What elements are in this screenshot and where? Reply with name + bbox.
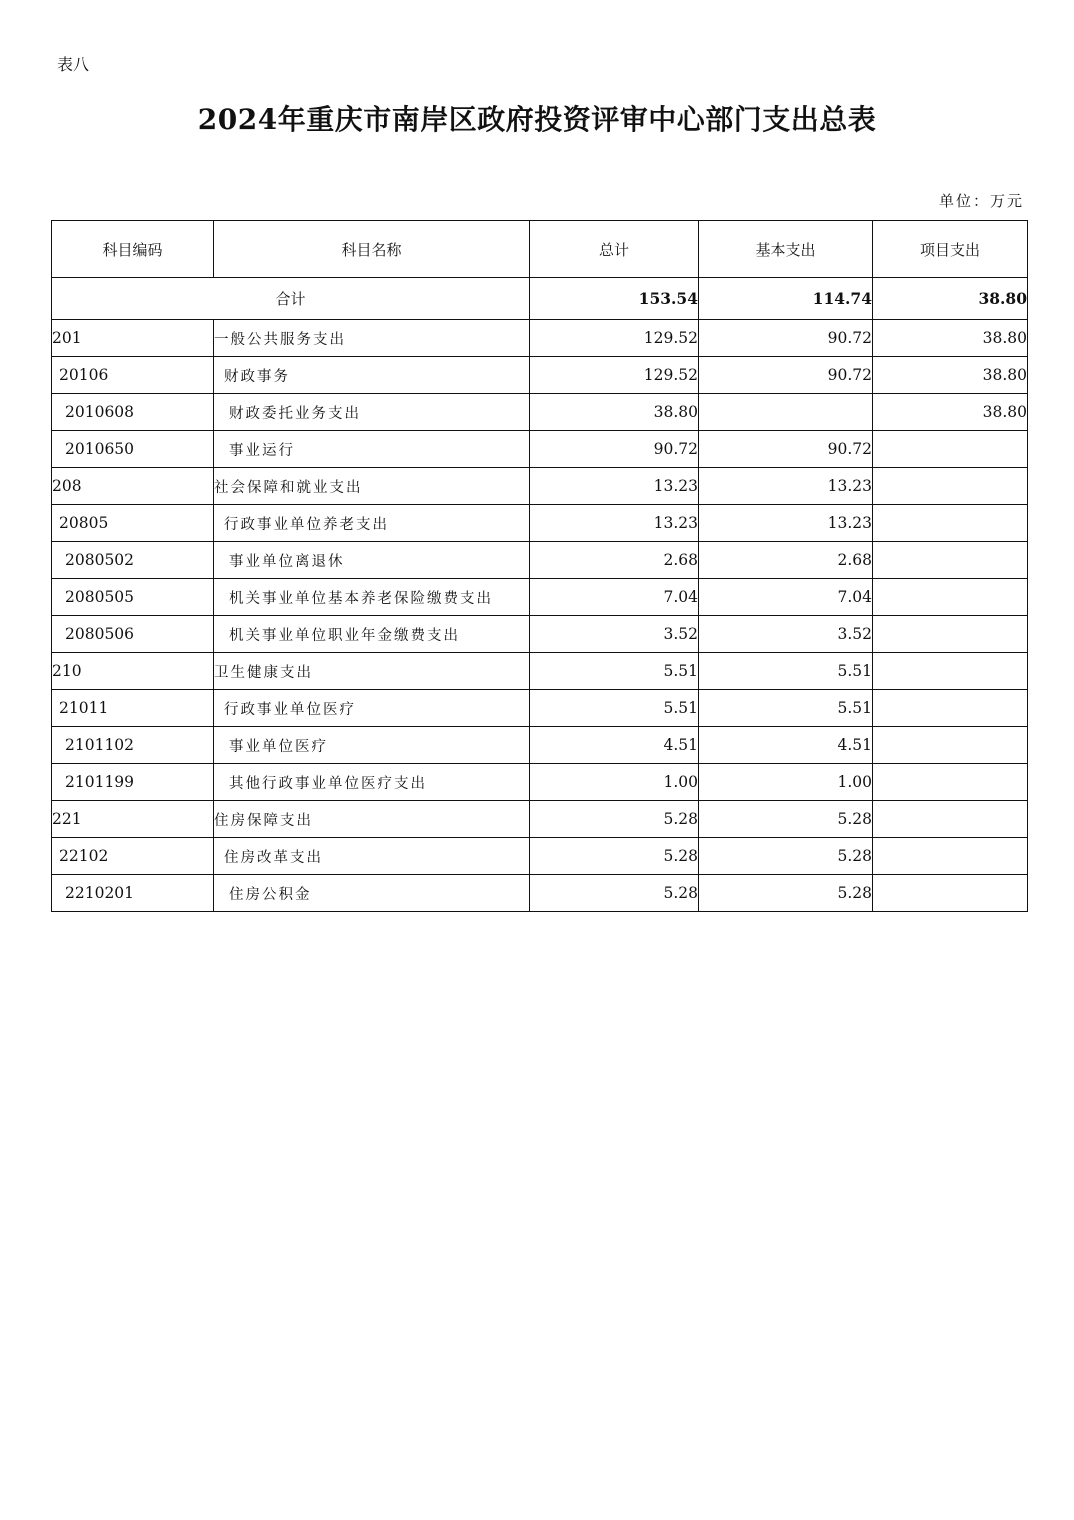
- row-total: 38.80: [530, 394, 699, 431]
- row-code: 210: [52, 653, 214, 690]
- row-name: 住房改革支出: [214, 838, 530, 875]
- row-total: 5.28: [530, 838, 699, 875]
- row-project: [873, 764, 1028, 801]
- header-name: 科目名称: [214, 221, 530, 278]
- table-row: [52, 357, 1028, 394]
- row-total: 5.28: [530, 875, 699, 912]
- row-code: 201: [52, 320, 214, 357]
- row-basic: 2.68: [699, 542, 873, 579]
- row-name: 一般公共服务支出: [214, 320, 530, 357]
- row-code: 221: [52, 801, 214, 838]
- row-code: 21011: [52, 690, 214, 727]
- row-basic: 4.51: [699, 727, 873, 764]
- header-code: 科目编码: [52, 221, 214, 278]
- page-title: 2024年重庆市南岸区政府投资评审中心部门支出总表: [197, 103, 877, 136]
- row-basic: 5.51: [699, 653, 873, 690]
- table-row: [52, 838, 1028, 875]
- table-row: [52, 764, 1028, 801]
- row-code: 2210201: [52, 875, 214, 912]
- row-code: 208: [52, 468, 214, 505]
- header-total: 总计: [530, 221, 699, 278]
- row-total: 5.51: [530, 690, 699, 727]
- row-project: [873, 653, 1028, 690]
- row-name: 事业运行: [214, 431, 530, 468]
- row-project: [873, 875, 1028, 912]
- row-project: [873, 505, 1028, 542]
- row-project: [873, 690, 1028, 727]
- row-code: 2080505: [52, 579, 214, 616]
- table-header-row: [52, 221, 1028, 278]
- table-row: [52, 616, 1028, 653]
- row-project: [873, 579, 1028, 616]
- row-total: 3.52: [530, 616, 699, 653]
- row-name: 财政委托业务支出: [214, 394, 530, 431]
- row-project: [873, 616, 1028, 653]
- table-row: [52, 394, 1028, 431]
- row-basic: 5.28: [699, 838, 873, 875]
- row-total: 13.23: [530, 468, 699, 505]
- table-row: [52, 579, 1028, 616]
- row-project: [873, 838, 1028, 875]
- row-basic: 90.72: [699, 320, 873, 357]
- row-name: 卫生健康支出: [214, 653, 530, 690]
- row-project: [873, 727, 1028, 764]
- row-code: 2101199: [52, 764, 214, 801]
- summary-total: 153.54: [530, 278, 699, 320]
- expenditure-table: [51, 220, 1028, 912]
- row-name: 事业单位离退休: [214, 542, 530, 579]
- table-row: [52, 690, 1028, 727]
- row-name: 其他行政事业单位医疗支出: [214, 764, 530, 801]
- row-basic: 90.72: [699, 357, 873, 394]
- row-name: 行政事业单位养老支出: [214, 505, 530, 542]
- table-row: [52, 505, 1028, 542]
- unit-label: 单位：万元: [938, 192, 1024, 210]
- table-number-label: 表八: [57, 55, 90, 74]
- row-project: 38.80: [873, 320, 1028, 357]
- row-project: [873, 468, 1028, 505]
- summary-project: 38.80: [873, 278, 1028, 320]
- row-project: 38.80: [873, 357, 1028, 394]
- row-name: 机关事业单位职业年金缴费支出: [214, 616, 530, 653]
- row-total: 5.51: [530, 653, 699, 690]
- table-row: [52, 542, 1028, 579]
- row-project: [873, 431, 1028, 468]
- header-basic: 基本支出: [699, 221, 873, 278]
- table-row: [52, 431, 1028, 468]
- row-basic: 1.00: [699, 764, 873, 801]
- row-name: 住房公积金: [214, 875, 530, 912]
- row-basic: 5.51: [699, 690, 873, 727]
- table-row: [52, 653, 1028, 690]
- row-basic: [699, 394, 873, 431]
- row-code: 22102: [52, 838, 214, 875]
- row-name: 社会保障和就业支出: [214, 468, 530, 505]
- row-basic: 13.23: [699, 468, 873, 505]
- table-row: [52, 801, 1028, 838]
- row-code: 2080502: [52, 542, 214, 579]
- row-total: 129.52: [530, 357, 699, 394]
- row-name: 行政事业单位医疗: [214, 690, 530, 727]
- row-total: 4.51: [530, 727, 699, 764]
- summary-basic: 114.74: [699, 278, 873, 320]
- row-basic: 5.28: [699, 875, 873, 912]
- row-code: 20106: [52, 357, 214, 394]
- summary-label: 合计: [52, 278, 530, 320]
- row-basic: 7.04: [699, 579, 873, 616]
- row-total: 5.28: [530, 801, 699, 838]
- row-total: 1.00: [530, 764, 699, 801]
- row-code: 2010608: [52, 394, 214, 431]
- row-total: 2.68: [530, 542, 699, 579]
- row-project: 38.80: [873, 394, 1028, 431]
- row-basic: 3.52: [699, 616, 873, 653]
- row-basic: 5.28: [699, 801, 873, 838]
- row-total: 129.52: [530, 320, 699, 357]
- row-code: 2080506: [52, 616, 214, 653]
- row-project: [873, 801, 1028, 838]
- row-name: 机关事业单位基本养老保险缴费支出: [214, 579, 530, 616]
- row-name: 财政事务: [214, 357, 530, 394]
- table-row: [52, 468, 1028, 505]
- table-row: [52, 320, 1028, 357]
- header-project: 项目支出: [873, 221, 1028, 278]
- row-project: [873, 542, 1028, 579]
- row-basic: 13.23: [699, 505, 873, 542]
- row-code: 2010650: [52, 431, 214, 468]
- table-row: [52, 875, 1028, 912]
- row-basic: 90.72: [699, 431, 873, 468]
- table-row: [52, 727, 1028, 764]
- row-total: 13.23: [530, 505, 699, 542]
- row-total: 7.04: [530, 579, 699, 616]
- row-name: 事业单位医疗: [214, 727, 530, 764]
- summary-row: [52, 278, 1028, 320]
- row-name: 住房保障支出: [214, 801, 530, 838]
- row-code: 20805: [52, 505, 214, 542]
- row-total: 90.72: [530, 431, 699, 468]
- row-code: 2101102: [52, 727, 214, 764]
